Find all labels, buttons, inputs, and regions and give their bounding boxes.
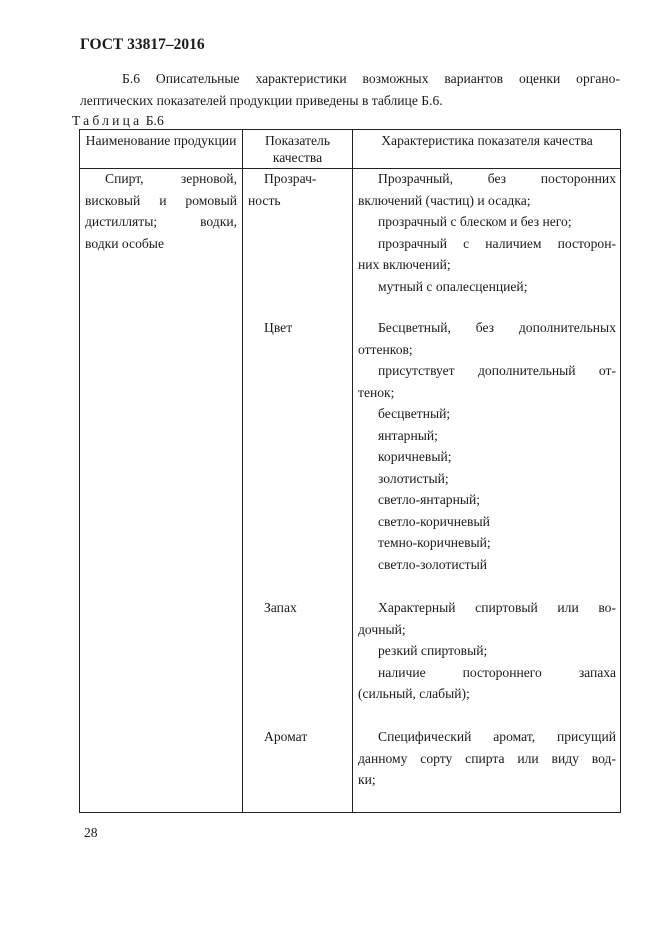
characteristic-line: Характерный спиртовый или во- bbox=[378, 600, 616, 615]
product-line: дистилляты; водки, bbox=[85, 214, 237, 229]
characteristic-smell bbox=[358, 597, 616, 705]
indicator-transparency bbox=[248, 168, 348, 211]
characteristic-line: них включений; bbox=[358, 257, 451, 272]
header-indicator: Показатель качества bbox=[264, 133, 331, 165]
characteristic-line: данному сорту спирта или виду вод- bbox=[358, 750, 616, 766]
intro-paragraph bbox=[80, 68, 620, 111]
characteristic-line: Бесцветный, без дополнительных bbox=[378, 320, 616, 335]
characteristic-line: светло-коричневый bbox=[378, 513, 490, 529]
indicator-aroma bbox=[264, 726, 344, 748]
characteristic-line: оттенков; bbox=[358, 341, 413, 357]
header-characteristic: Характеристика показателя качества bbox=[381, 133, 593, 148]
indicator-name-line: ность bbox=[248, 192, 281, 208]
product-line: Спирт, зерновой, bbox=[105, 171, 237, 186]
quality-table bbox=[79, 129, 621, 813]
product-line: висковый и ромовый bbox=[85, 192, 237, 208]
table-divider bbox=[352, 130, 353, 812]
table-caption-number: Б.6 bbox=[145, 113, 164, 128]
product-cell bbox=[85, 168, 237, 254]
indicator-color bbox=[264, 317, 344, 339]
characteristic-line: прозрачный с наличием посторон- bbox=[378, 235, 616, 251]
intro-line-1: Б.6 Описательные характеристики возможных вариантов оценки органо- bbox=[122, 71, 620, 86]
product-line: водки особые bbox=[85, 235, 164, 251]
characteristic-line: светло-янтарный; bbox=[378, 492, 481, 507]
characteristic-line: янтарный; bbox=[378, 427, 438, 443]
intro-line-2: лептических показателей продукции приведены в таблице Б.6. bbox=[80, 92, 443, 108]
characteristic-line: ки; bbox=[358, 772, 376, 787]
characteristic-line: резкий спиртовый; bbox=[378, 643, 488, 658]
table-caption bbox=[72, 113, 164, 129]
indicator-name-line: Цвет bbox=[264, 320, 293, 335]
characteristic-line: прозрачный с блеском и без него; bbox=[378, 214, 572, 229]
indicator-smell bbox=[264, 597, 344, 619]
indicator-name-line: Аромат bbox=[264, 729, 308, 744]
characteristic-line: бесцветный; bbox=[378, 406, 451, 421]
document-header: ГОСТ 33817–2016 bbox=[80, 36, 205, 53]
characteristic-aroma bbox=[358, 726, 616, 791]
characteristic-line: Прозрачный, без посторонних bbox=[378, 171, 616, 186]
indicator-name-line: Запах bbox=[264, 600, 297, 615]
characteristic-line: темно-коричневый; bbox=[378, 535, 491, 550]
characteristic-line: тенок; bbox=[358, 384, 395, 400]
characteristic-line: коричневый; bbox=[378, 449, 452, 464]
characteristic-line: дочный; bbox=[358, 621, 406, 637]
page-number: 28 bbox=[84, 825, 98, 840]
characteristic-line: золотистый; bbox=[378, 470, 449, 486]
characteristic-line: присутствует дополнительный от- bbox=[378, 363, 616, 378]
header-product: Наименование продукции bbox=[85, 133, 237, 148]
characteristic-line: Специфический аромат, присущий bbox=[378, 729, 616, 744]
characteristic-line: наличие постороннего запаха bbox=[378, 664, 616, 680]
table-caption-word: Таблица bbox=[72, 113, 143, 128]
table-divider bbox=[242, 130, 243, 812]
characteristic-color bbox=[358, 317, 616, 575]
characteristic-transparency bbox=[358, 168, 616, 297]
characteristic-line: светло-золотистый bbox=[378, 556, 488, 572]
characteristic-line: включений (частиц) и осадка; bbox=[358, 192, 531, 208]
characteristic-line: (сильный, слабый); bbox=[358, 686, 470, 701]
indicator-name-line: Прозрач- bbox=[264, 171, 317, 186]
characteristic-line: мутный с опалесценцией; bbox=[378, 278, 528, 294]
